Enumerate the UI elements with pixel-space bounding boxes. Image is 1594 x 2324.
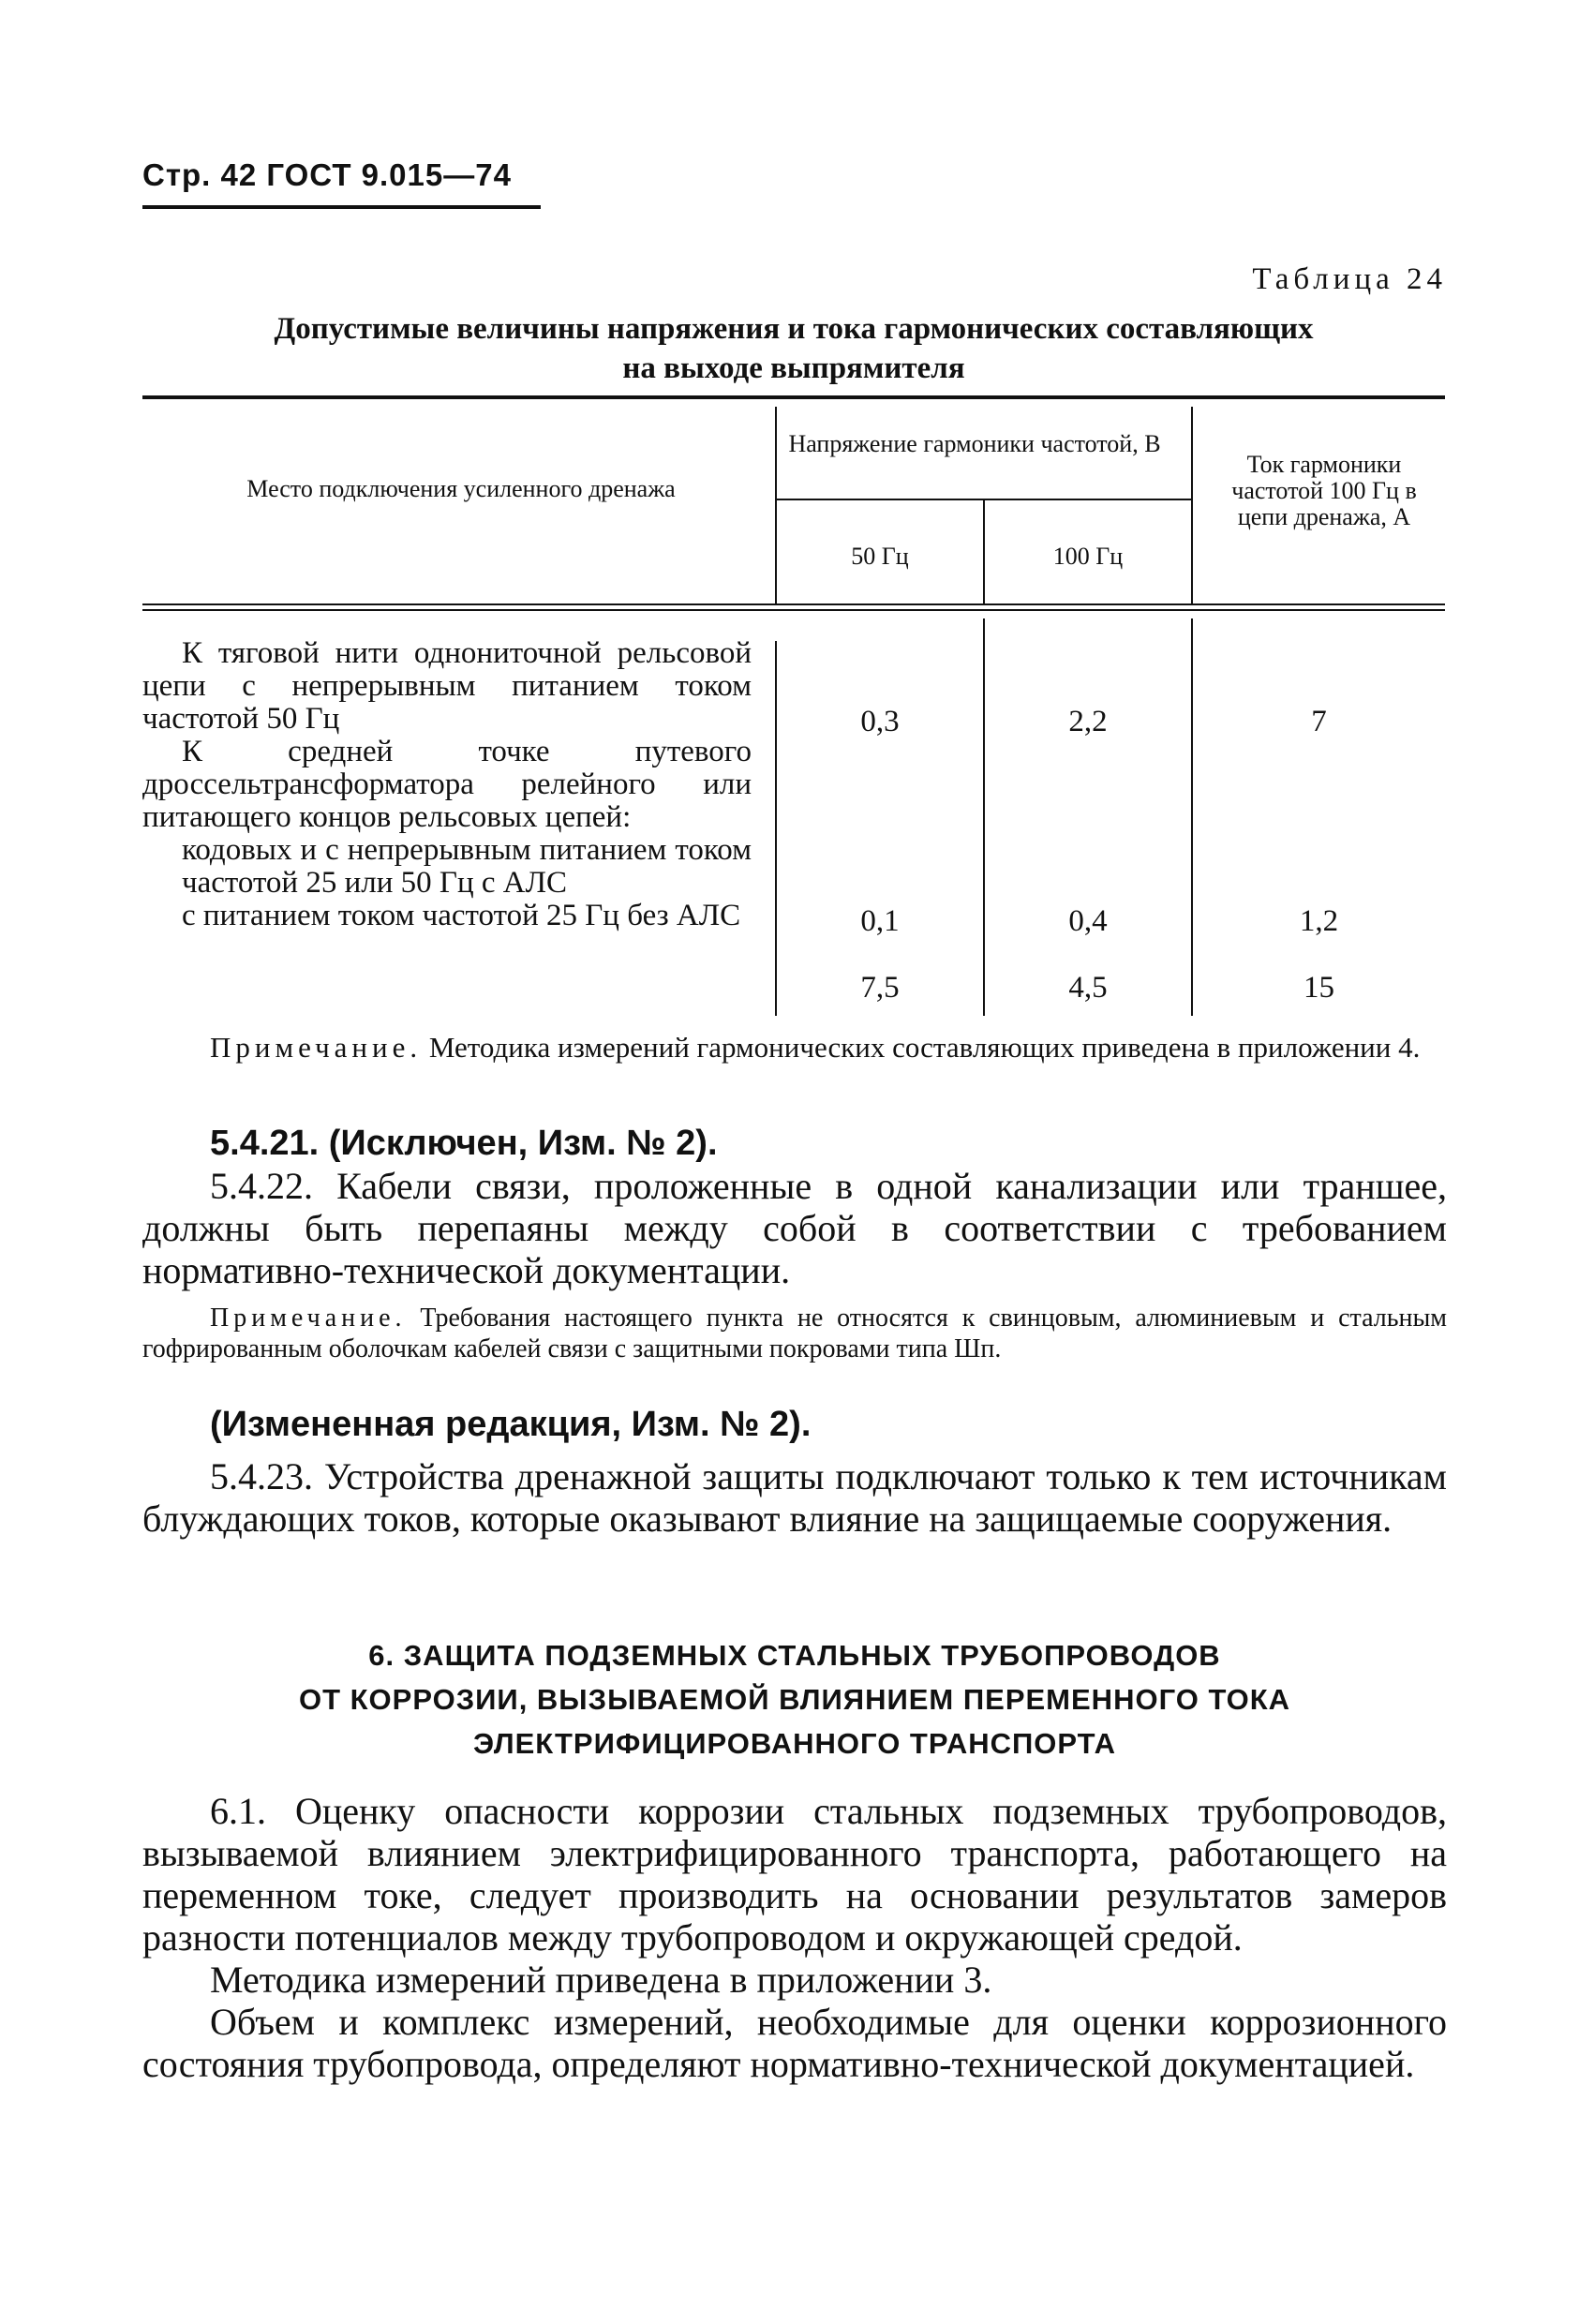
header-100hz: 100 Гц [1052, 543, 1124, 570]
table-title-line1: Допустимые величины напряжения и тока гармонических составляющих [274, 312, 1314, 346]
row3-description: с питанием током частотой 25 Гц без АЛС [182, 899, 741, 932]
clause-5-4-23 [142, 1455, 1447, 1540]
note-2-text: Требования настоящего пункта не относятся к свинцовым, алюминиевым и стальным гофрированным оболочкам кабелей связи с защитными покровами типа Шп. [142, 1304, 1448, 1363]
row3-i100: 15 [1304, 971, 1334, 1005]
note-1-text: Методика измерений гармонических составляющих приведена в приложении 4. [428, 1031, 1421, 1064]
row1-v100: 2,2 [1068, 705, 1108, 738]
row2-intro: К средней точке путевого дроссельтрансформатора релейного или питающего концов рельсовых цепей: [142, 735, 752, 834]
row2-description: кодовых и с непрерывным питанием током частотой 25 или 50 Гц с АЛС [182, 833, 752, 900]
section-6-line1: 6. ЗАЩИТА ПОДЗЕМНЫХ СТАЛЬНЫХ ТРУБОПРОВОДОВ [368, 1639, 1221, 1672]
table-number: Таблица 24 [1252, 262, 1447, 296]
clause-6-1-method: Методика измерений приведена в приложении 3. [210, 1959, 992, 2001]
header-50hz: 50 Гц [851, 543, 909, 570]
note-1 [142, 1031, 1447, 1064]
amended-text: (Измененная редакция, Изм. № 2). [210, 1405, 812, 1444]
clause-6-1-text: 6.1. Оценку опасности коррозии стальных подземных трубопроводов, вызываемой влиянием электрифицированного транспорта, работающего на переменном токе, следует производить на основании результатов замеров разности потенциалов между трубопроводом и окружающей средой. [142, 1790, 1447, 1959]
row3-v100: 4,5 [1068, 971, 1108, 1005]
col-divider-2-body [983, 618, 985, 1016]
row2-i100: 1,2 [1299, 904, 1339, 938]
header-rule [142, 205, 541, 209]
section-6-line2: ОТ КОРРОЗИИ, ВЫЗЫВАЕМОЙ ВЛИЯНИЕМ ПЕРЕМЕННОГО ТОКА [298, 1683, 1291, 1716]
col-divider-1-head [775, 407, 777, 603]
row1-i100: 7 [1311, 705, 1327, 738]
row2-v50: 0,1 [860, 904, 900, 938]
amended-note [142, 1404, 1447, 1446]
row1-description: К тяговой нити однониточной рельсовой цепи с непрерывным питанием током частотой 50 Гц [142, 636, 752, 736]
table-title-line2: на выходе выпрямителя [622, 351, 965, 385]
clause-5-4-21-text: 5.4.21. (Исключен, Изм. № 2). [210, 1124, 718, 1163]
note-1-label: Примечание. [210, 1031, 423, 1064]
note-2 [142, 1303, 1447, 1364]
clause-5-4-22-text: 5.4.22. Кабели связи, проложенные в одной канализации или траншее, должны быть перепаяны между собой в соответствии с требованием нормативно-технической документации. [142, 1165, 1447, 1291]
table-top-rule [142, 395, 1445, 399]
note-2-label: Примечание. [210, 1304, 407, 1333]
header-place: Место подключения усиленного дренажа [246, 475, 676, 502]
section-6-line3: ЭЛЕКТРИФИЦИРОВАННОГО ТРАНСПОРТА [472, 1727, 1117, 1760]
section-6-heading [142, 1633, 1447, 1765]
row1-v50: 0,3 [860, 705, 900, 738]
clause-5-4-23-text: 5.4.23. Устройства дренажной защиты подключают только к тем источникам блуждающих токов, которые оказывают влияние на защищаемые сооружения. [142, 1455, 1447, 1540]
col-divider-3-head [1191, 407, 1193, 603]
row-descriptions [142, 637, 752, 932]
clause-6-1 [142, 1790, 1447, 2085]
clause-5-4-22 [142, 1165, 1447, 1291]
row2-v100: 0,4 [1068, 904, 1108, 938]
harmonics-table [142, 395, 1445, 1019]
clause-5-4-21 [142, 1123, 1447, 1165]
row3-v50: 7,5 [860, 971, 900, 1005]
clause-6-1-scope: Объем и комплекс измерений, необходимые для оценки коррозионного состояния трубопровода, определяют нормативно-технической документацией. [142, 2001, 1447, 2085]
header-voltage: Напряжение гармоники частотой, В [788, 430, 1161, 457]
header-current: Ток гармоники частотой 100 Гц в цепи дренажа, А [1231, 451, 1417, 530]
page-header: Стр. 42 ГОСТ 9.015—74 [142, 157, 512, 192]
table-header-rule-2 [142, 609, 1445, 611]
table-title [141, 309, 1447, 388]
col-divider-1-body [775, 641, 777, 1016]
table-header-rule-1 [142, 603, 1445, 605]
col-divider-3-body [1191, 618, 1193, 1016]
